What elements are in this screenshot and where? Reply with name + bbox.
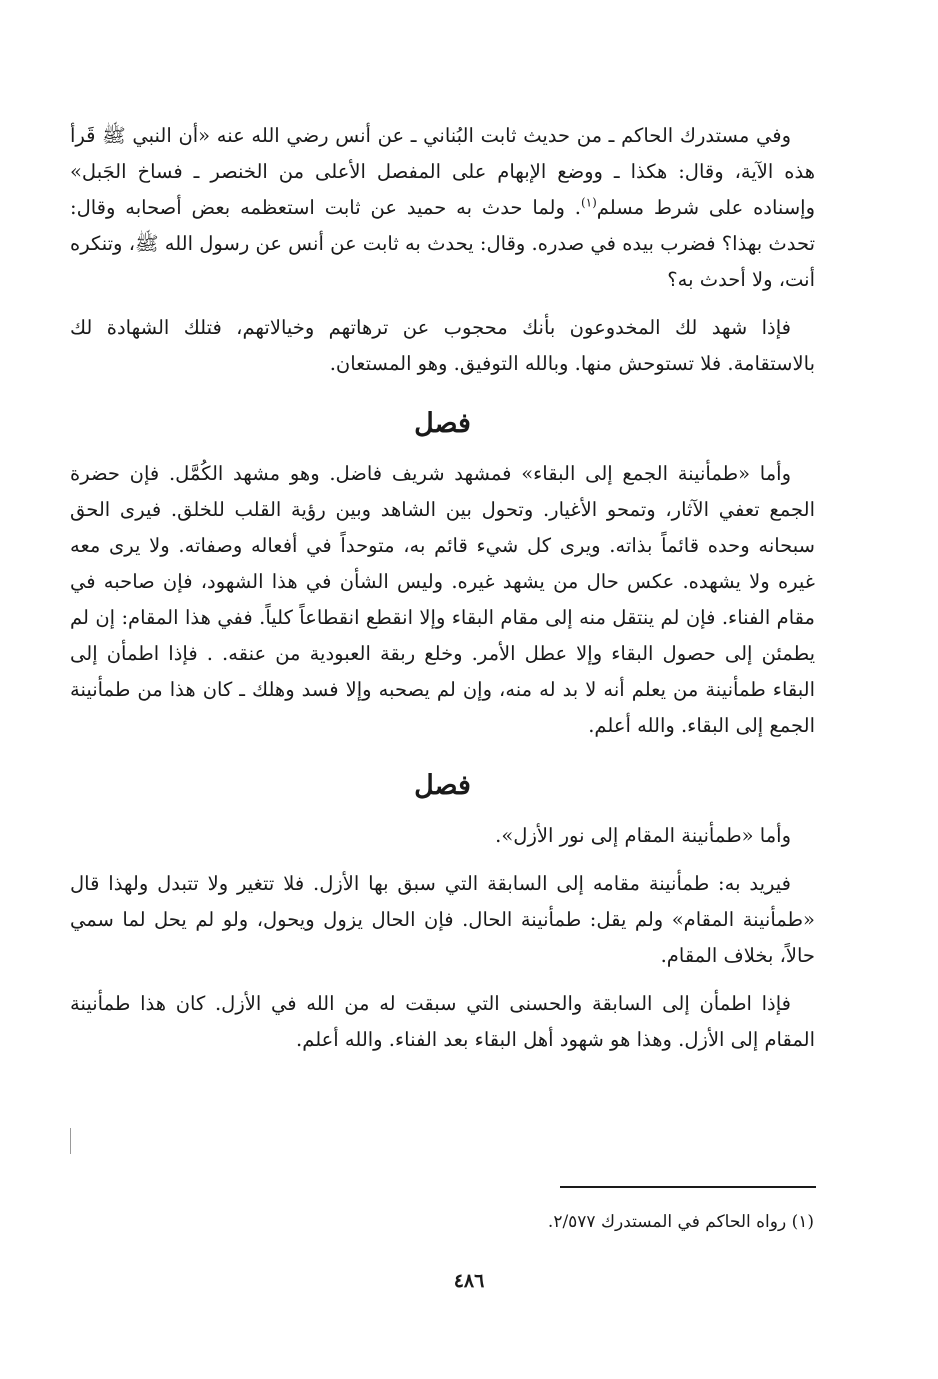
page-number: ٤٨٦	[453, 1270, 485, 1292]
section-heading-1: فصل	[414, 408, 471, 439]
paragraph-hadith-tail: . ولما حدث به حميد عن ثابت استعظمه بعض أصحابه وقال: تحدث بهذا؟ فضرب بيده في صدره. وقال: يحدث به ثابت عن أنس عن رسول الله ﷺ، وتنكره أنت، ولا أحدث به؟	[70, 196, 815, 291]
paragraph-hadith	[70, 118, 815, 298]
paragraph-jam-baqa: وأما «طمأنينة الجمع إلى البقاء» فمشهد شريف فاضل. وهو مشهد الكُمَّل. فإن حضرة الجمع تعفي الآثار، وتمحو الأغيار. وتحول بين الشاهد وبين رؤية القلب للخلق. فيرى الحق سبحانه وحده قائماً بذاته. ويرى كل شيء قائم به، متوحداً في أفعاله وصفاته. ولا يرى معه غيره ولا يشهده. عكس حال من يشهد غيره. وليس الشأن في هذا الشهود، فإن صاحبه في مقام الفناء. فإن لم ينتقل منه إلى مقام البقاء وإلا انقطع انقطاعاً كلياً. ففي هذا المقام: إن لم يطمئن إلى حصول البقاء وإلا عطل الأمر. وخلع ربقة العبودية من عنقه. . فإذا اطمأن إلى البقاء طمأنينة من يعلم أنه لا بد له منه، وإن لم يصحبه وإلا فسد وهلك ـ كان هذا من طمأنينة الجمع إلى البقاء. والله أعلم.	[70, 462, 815, 737]
footnote-text: (١) رواه الحاكم في المستدرك ٢/٥٧٧.	[547, 1212, 814, 1232]
section-heading-2: فصل	[414, 770, 471, 801]
paragraph-istiqama: فإذا شهد لك المخدوعون بأنك محجوب عن ترهاتهم وخيالاتهم، فتلك الشهادة لك بالاستقامة. فلا تستوحش منها. وبالله التوفيق. وهو المستعان.	[70, 316, 815, 375]
footnote-reference[interactable]: (١)	[580, 195, 597, 210]
paragraph-hadith-text: وفي مستدرك الحاكم ـ من حديث ثابت البُناني ـ عن أنس رضي الله عنه «أن النبي ﷺ قَرأ هذه الآية، وقال: هكذا ـ ووضع الإبهام على المفصل الأعلى من الخنصر ـ فساخ الجَبل» وإسناده على شرط مسلم	[70, 124, 815, 219]
paragraph-maqam-azal-intro: وأما «طمأنينة المقام إلى نور الأزل».	[495, 824, 791, 847]
paragraph-maqam-explanation: فيريد به: طمأنينة مقامه إلى السابقة التي سبق بها الأزل. فلا تتغير ولا تتبدل ولهذا قال «طمأنينة المقام» ولم يقل: طمأنينة الحال. فإن الحال يزول ويحول، ولو لم يحل لما سمي حالاً، بخلاف المقام.	[70, 872, 815, 967]
page-body	[70, 118, 815, 1070]
margin-mark	[70, 1128, 71, 1154]
footnote-divider	[560, 1186, 816, 1188]
paragraph-maqam-conclusion: فإذا اطمأن إلى السابقة والحسنى التي سبقت له من الله في الأزل. كان هذا طمأنينة المقام إلى الأزل. وهذا هو شهود أهل البقاء بعد الفناء. والله أعلم.	[70, 992, 815, 1051]
